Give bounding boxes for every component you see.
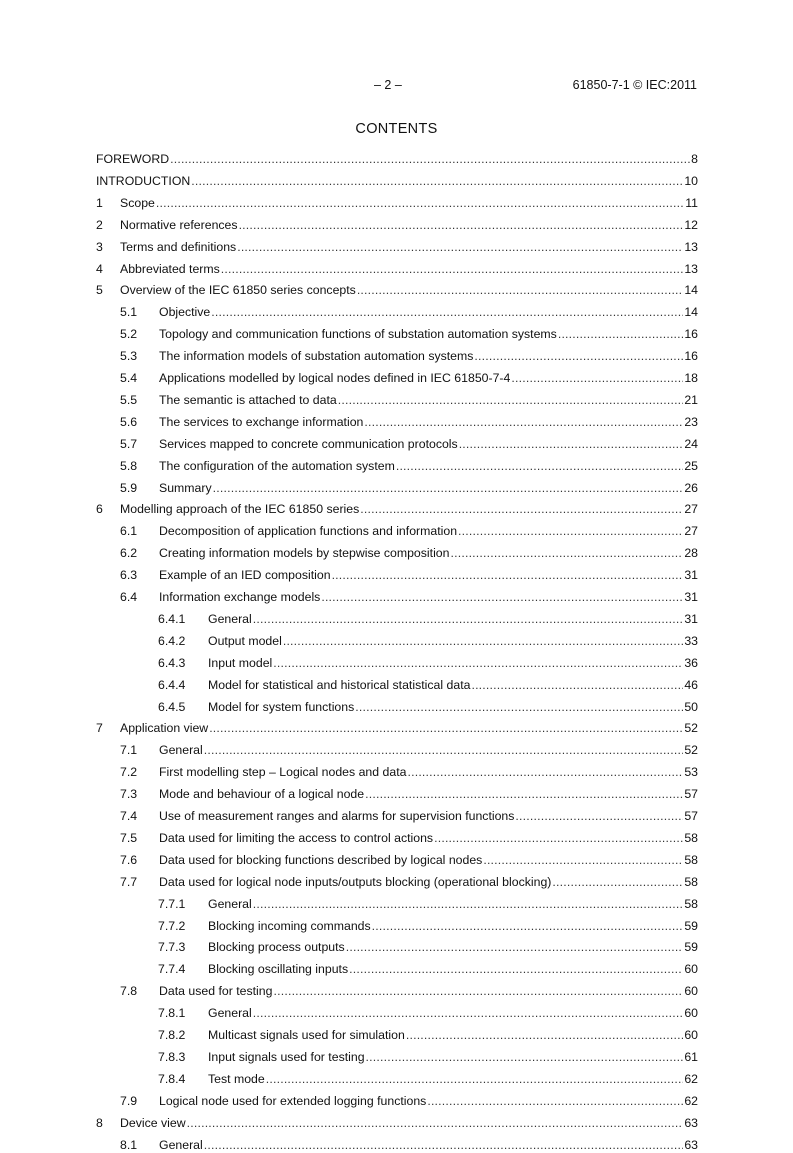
toc-entry[interactable] (96, 720, 698, 736)
toc-leader-dots (237, 239, 683, 255)
toc-entry-page: 13 (684, 239, 698, 254)
toc-leader-dots (372, 918, 684, 934)
toc-entry-title: Normative references (120, 217, 238, 232)
toc-entry-number: 7.8.1 (158, 1006, 186, 1021)
toc-entry[interactable] (96, 961, 698, 977)
toc-entry-number: 8 (96, 1115, 103, 1130)
toc-entry-title: FOREWORD (96, 152, 170, 166)
toc-entry-page: 10 (684, 173, 698, 188)
toc-leader-dots (332, 567, 684, 583)
toc-entry[interactable] (96, 896, 698, 912)
toc-entry-number: 6.1 (120, 524, 138, 539)
toc-leader-dots (396, 458, 683, 474)
toc-entry-page: 60 (684, 1006, 698, 1021)
toc-entry[interactable] (96, 1049, 698, 1065)
toc-leader-dots (253, 896, 684, 912)
toc-entry-number: 6.2 (120, 546, 138, 561)
toc-entry-number: 7.5 (120, 830, 138, 845)
toc-entry-number: 6 (96, 502, 103, 517)
toc-entry-title: Use of measurement ranges and alarms for supervision functions (159, 809, 515, 823)
toc-leader-dots (511, 370, 683, 386)
toc-entry-title: The information models of substation automation systems (159, 349, 474, 364)
toc-entry-page: 59 (684, 918, 698, 933)
toc-entry[interactable] (96, 523, 698, 539)
toc-entry-number: 6.4.4 (158, 677, 186, 692)
toc-entry-title: Blocking incoming commands (208, 918, 371, 933)
toc-entry-number: 7.2 (120, 765, 138, 780)
toc-entry-title: Data used for limiting the access to control actions (159, 830, 434, 845)
toc-entry-number: 5.2 (120, 327, 138, 342)
toc-leader-dots (191, 173, 683, 189)
toc-entry-title: Overview of the IEC 61850 series concepts (120, 283, 356, 298)
toc-leader-dots (273, 983, 683, 999)
toc-entry-title: Summary (159, 480, 212, 495)
toc-entry-page: 21 (684, 392, 698, 407)
toc-entry-page: 58 (684, 852, 698, 867)
toc-entry-page: 23 (684, 414, 698, 429)
toc-leader-dots (338, 392, 684, 408)
toc-entry-title: Applications modelled by logical nodes defined in IEC 61850-7-4 (159, 371, 511, 385)
toc-entry[interactable] (96, 742, 698, 758)
toc-entry-number: 7.8.4 (158, 1071, 186, 1086)
toc-entry-title: Model for system functions (208, 699, 355, 714)
toc-entry[interactable] (96, 1005, 698, 1021)
toc-entry[interactable] (96, 348, 698, 364)
toc-entry-page: 53 (684, 765, 698, 780)
toc-leader-dots (355, 699, 683, 715)
toc-entry-number: 6.4.1 (158, 611, 186, 626)
toc-entry[interactable] (96, 786, 698, 802)
toc-leader-dots (204, 1137, 684, 1153)
toc-entry-title: General (208, 611, 252, 626)
toc-entry-title: Topology and communication functions of substation automation systems (159, 327, 557, 342)
toc-entry[interactable] (96, 501, 698, 517)
toc-entry-page: 27 (684, 502, 698, 517)
toc-leader-dots (366, 1049, 684, 1065)
toc-leader-dots (346, 939, 684, 955)
toc-entry[interactable] (96, 1115, 698, 1131)
toc-entry-title: Device view (120, 1115, 186, 1130)
toc-entry[interactable] (96, 261, 698, 277)
toc-entry-title: The services to exchange information (159, 414, 364, 429)
toc-entry-title: Modelling approach of the IEC 61850 series (120, 502, 360, 517)
toc-entry-page: 57 (684, 787, 698, 802)
toc-entry-number: 5.7 (120, 436, 138, 451)
toc-entry-number: 6.4.2 (158, 633, 186, 648)
toc-entry-page: 27 (684, 524, 698, 539)
toc-entry-number: 6.3 (120, 568, 138, 583)
toc-leader-dots (239, 217, 684, 233)
toc-leader-dots (365, 786, 683, 802)
toc-entry-title: Example of an IED composition (159, 568, 331, 583)
toc-entry-page: 26 (684, 480, 698, 495)
toc-entry[interactable] (96, 852, 698, 868)
toc-entry-page: 59 (684, 940, 698, 955)
toc-entry-number: 5.1 (120, 305, 138, 320)
toc-entry-number: 7 (96, 721, 103, 736)
toc-entry-page: 63 (684, 1115, 698, 1130)
toc-entry-title: Services mapped to concrete communication protocols (159, 436, 458, 451)
toc-entry-number: 7.1 (120, 743, 138, 758)
page-title: CONTENTS (355, 121, 438, 137)
toc-leader-dots (552, 874, 683, 890)
toc-entry-page: 57 (684, 809, 698, 823)
toc-entry-page: 60 (684, 962, 698, 977)
toc-entry-number: 5.4 (120, 371, 138, 385)
toc-entry-title: Terms and definitions (120, 239, 237, 254)
toc-entry-page: 31 (684, 568, 698, 583)
toc-entry-page: 61 (684, 1049, 698, 1064)
toc-leader-dots (273, 655, 683, 671)
toc-leader-dots (458, 523, 683, 539)
toc-entry-number: 7.7.3 (158, 940, 186, 955)
toc-leader-dots (515, 808, 683, 824)
page-number: – 2 – (374, 78, 402, 92)
toc-leader-dots (209, 720, 683, 736)
toc-leader-dots (450, 545, 683, 561)
toc-leader-dots (221, 261, 684, 277)
toc-entry-title: INTRODUCTION (96, 173, 191, 188)
toc-entry[interactable] (96, 392, 698, 408)
toc-entry-number: 7.9 (120, 1093, 138, 1108)
toc-entry[interactable] (96, 458, 698, 474)
toc-leader-dots (253, 611, 684, 627)
toc-entry-title: The configuration of the automation system (159, 458, 395, 473)
toc-leader-dots (474, 348, 683, 364)
toc-entry-number: 7.8.3 (158, 1049, 186, 1064)
toc-entry[interactable] (96, 151, 698, 167)
toc-entry[interactable] (96, 480, 698, 496)
toc-entry[interactable] (96, 1071, 698, 1087)
toc-entry-number: 6.4.3 (158, 655, 186, 670)
toc-entry-title: Data used for blocking functions described by logical nodes (159, 852, 483, 867)
toc-entry[interactable] (96, 1093, 698, 1109)
toc-entry[interactable] (96, 983, 698, 999)
toc-entry[interactable] (96, 699, 698, 715)
toc-entry-title: Test mode (208, 1071, 265, 1086)
toc-entry-title: The semantic is attached to data (159, 392, 337, 407)
toc-entry-number: 6.4.5 (158, 699, 186, 714)
toc-leader-dots (321, 589, 683, 605)
toc-entry[interactable] (96, 239, 698, 255)
toc-entry[interactable] (96, 195, 698, 211)
toc-entry-page: 18 (684, 371, 698, 385)
toc-entry-page: 16 (684, 327, 698, 342)
toc-entry-page: 36 (684, 655, 698, 670)
toc-entry-title: Output model (208, 633, 282, 648)
toc-entry-page: 24 (684, 436, 698, 451)
toc-entry-number: 5.9 (120, 480, 138, 495)
toc-entry-page: 11 (685, 195, 698, 210)
toc-entry[interactable] (96, 939, 698, 955)
toc-leader-dots (283, 633, 683, 649)
toc-entry-title: Blocking process outputs (208, 940, 345, 955)
toc-leader-dots (357, 282, 684, 298)
toc-entry[interactable] (96, 830, 698, 846)
toc-entry-title: General (159, 743, 203, 758)
toc-entry-title: Input signals used for testing (208, 1049, 365, 1064)
toc-entry-number: 7.7.2 (158, 918, 186, 933)
toc-leader-dots (204, 742, 684, 758)
toc-entry[interactable] (96, 611, 698, 627)
toc-entry-title: Decomposition of application functions and information (159, 524, 458, 539)
toc-entry-number: 7.8 (120, 984, 138, 999)
toc-entry-number: 7.3 (120, 787, 138, 802)
toc-entry[interactable] (96, 764, 698, 780)
toc-entry-page: 12 (684, 217, 698, 232)
toc-entry-number: 6.4 (120, 590, 138, 604)
toc-entry-title: General (159, 1137, 203, 1152)
toc-entry-number: 7.7.4 (158, 962, 186, 977)
toc-entry[interactable] (96, 173, 698, 189)
toc-entry-number: 7.8.2 (158, 1028, 186, 1042)
toc-entry-number: 7.7.1 (158, 896, 186, 911)
toc-entry-title: Data used for testing (159, 984, 273, 999)
toc-entry-number: 5.8 (120, 458, 138, 473)
toc-entry-page: 62 (684, 1093, 698, 1108)
toc-entry-title: Abbreviated terms (120, 261, 220, 276)
toc-entry[interactable] (96, 677, 698, 693)
toc-entry-title: Mode and behaviour of a logical node (159, 787, 365, 802)
toc-entry[interactable] (96, 217, 698, 233)
document-reference: 61850-7-1 © IEC:2011 (572, 78, 697, 92)
toc-entry-page: 13 (684, 261, 698, 276)
toc-entry-title: General (208, 896, 252, 911)
toc-leader-dots (406, 1027, 683, 1043)
toc-entry-page: 58 (684, 830, 698, 845)
toc-entry-number: 4 (96, 261, 103, 276)
toc-entry-page: 63 (684, 1137, 698, 1152)
toc-entry-page: 33 (684, 633, 698, 648)
toc-entry-page: 14 (684, 283, 698, 298)
toc-entry[interactable] (96, 589, 698, 605)
toc-entry-page: 28 (684, 546, 698, 561)
toc-entry-title: Logical node used for extended logging functions (159, 1093, 427, 1108)
toc-leader-dots (213, 480, 684, 496)
toc-entry-title: Application view (120, 721, 209, 736)
toc-entry-page: 31 (684, 590, 698, 604)
toc-entry-number: 7.4 (120, 809, 138, 823)
toc-entry[interactable] (96, 808, 698, 824)
toc-leader-dots (459, 436, 684, 452)
toc-entry[interactable] (96, 304, 698, 320)
toc-entry[interactable] (96, 874, 698, 890)
toc-leader-dots (407, 764, 683, 780)
toc-entry[interactable] (96, 370, 698, 386)
toc-entry[interactable] (96, 414, 698, 430)
toc-leader-dots (558, 326, 683, 342)
toc-entry[interactable] (96, 326, 698, 342)
toc-leader-dots (364, 414, 683, 430)
toc-entry[interactable] (96, 436, 698, 452)
toc-leader-dots (427, 1093, 683, 1109)
toc-entry[interactable] (96, 1027, 698, 1043)
toc-entry-page: 58 (684, 874, 698, 889)
toc-entry[interactable] (96, 633, 698, 649)
toc-entry-title: Information exchange models (159, 590, 321, 604)
toc-leader-dots (471, 677, 683, 693)
toc-entry-page: 46 (684, 677, 698, 692)
toc-entry-title: Objective (159, 305, 211, 320)
toc-entry[interactable] (96, 567, 698, 583)
toc-entry-page: 60 (684, 984, 698, 999)
toc-entry[interactable] (96, 918, 698, 934)
toc-entry-number: 5.6 (120, 414, 138, 429)
toc-entry-page: 14 (684, 305, 698, 320)
toc-entry-number: 5 (96, 283, 103, 298)
toc-entry-title: Scope (120, 195, 155, 210)
toc-entry-title: Multicast signals used for simulation (208, 1028, 405, 1042)
toc-entry-title: First modelling step – Logical nodes and data (159, 765, 407, 780)
toc-entry-number: 8.1 (120, 1137, 138, 1152)
toc-entry-title: Data used for logical node inputs/outputs blocking (operational blocking) (159, 874, 552, 889)
toc-entry[interactable] (96, 655, 698, 671)
toc-leader-dots (170, 151, 690, 167)
toc-leader-dots (187, 1115, 684, 1131)
toc-leader-dots (156, 195, 684, 211)
toc-entry-title: Model for statistical and historical statistical data (208, 677, 471, 692)
toc-entry-page: 31 (684, 611, 698, 626)
toc-entry-number: 5.3 (120, 349, 138, 364)
toc-entry-page: 60 (684, 1028, 698, 1042)
toc-entry-page: 8 (691, 152, 698, 166)
toc-leader-dots (483, 852, 683, 868)
toc-leader-dots (253, 1005, 684, 1021)
toc-entry-page: 52 (684, 721, 698, 736)
toc-entry[interactable] (96, 282, 698, 298)
toc-entry-page: 52 (684, 743, 698, 758)
toc-leader-dots (211, 304, 683, 320)
toc-entry[interactable] (96, 545, 698, 561)
toc-entry-title: General (208, 1006, 252, 1021)
toc-leader-dots (266, 1071, 684, 1087)
toc-entry-title: Blocking oscillating inputs (208, 962, 349, 977)
toc-entry-number: 1 (96, 195, 103, 210)
toc-leader-dots (349, 961, 683, 977)
toc-entry-page: 16 (684, 349, 698, 364)
toc-leader-dots (360, 501, 683, 517)
toc-entry-number: 2 (96, 217, 103, 232)
toc-entry-number: 7.7 (120, 874, 138, 889)
toc-entry-page: 58 (684, 896, 698, 911)
toc-entry[interactable] (96, 1137, 698, 1153)
toc-entry-title: Creating information models by stepwise composition (159, 546, 450, 561)
toc-entry-title: Input model (208, 655, 273, 670)
toc-entry-number: 7.6 (120, 852, 138, 867)
toc-entry-page: 62 (684, 1071, 698, 1086)
toc-entry-number: 5.5 (120, 392, 138, 407)
toc-entry-number: 3 (96, 239, 103, 254)
toc-leader-dots (434, 830, 683, 846)
toc-entry-page: 50 (684, 699, 698, 714)
toc-entry-page: 25 (684, 458, 698, 473)
